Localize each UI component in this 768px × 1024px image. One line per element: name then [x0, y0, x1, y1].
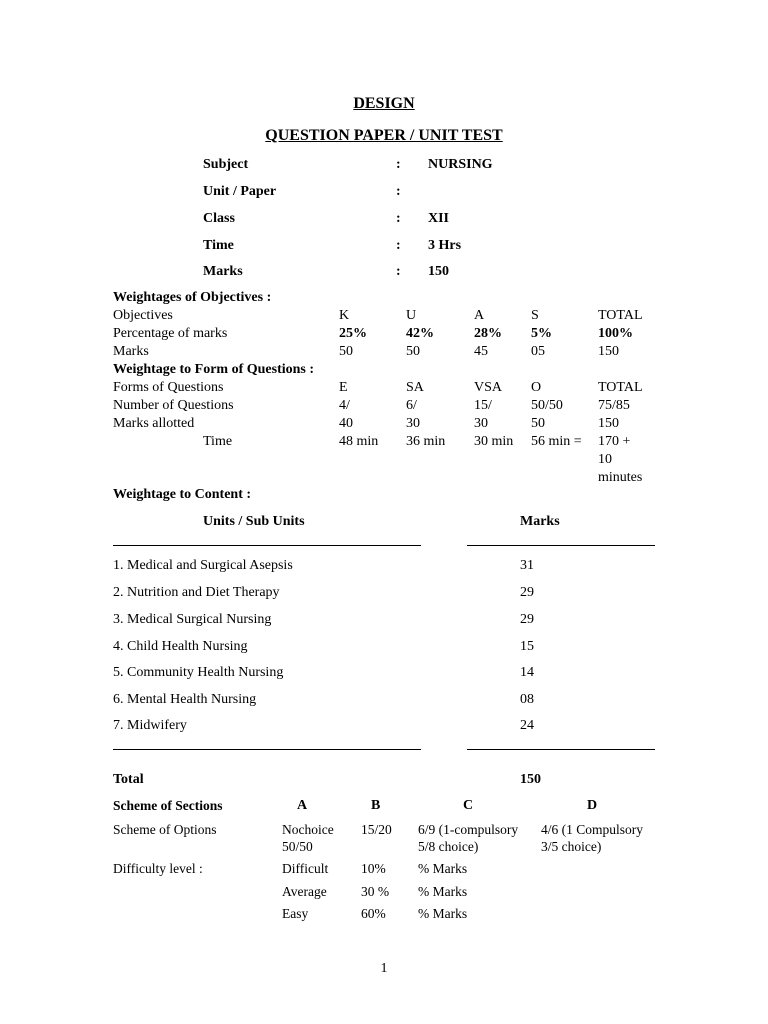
row-label: Forms of Questions: [113, 380, 224, 395]
section-col-d: D: [587, 798, 598, 813]
cell: 50: [339, 344, 353, 359]
difficulty-pct: 60%: [361, 906, 386, 921]
unit-marks: 29: [520, 585, 534, 600]
cell: 5%: [531, 326, 552, 341]
difficulty-marks: % Marks: [418, 906, 468, 921]
options-label: Scheme of Options: [113, 822, 217, 837]
cell-continued: minutes: [598, 470, 643, 485]
content-heading: Weightage to Content :: [113, 487, 252, 502]
row-label: Time: [203, 434, 233, 449]
info-value: NURSING: [428, 157, 493, 172]
unit-marks: 24: [520, 718, 534, 733]
forms-heading: Weightage to Form of Questions :: [113, 362, 315, 377]
cell: 30: [406, 416, 420, 431]
info-label: Class: [203, 211, 235, 226]
cell: 6/: [406, 398, 417, 413]
unit-name: 4. Child Health Nursing: [113, 639, 248, 654]
cell: 40: [339, 416, 353, 431]
row-label: Number of Questions: [113, 398, 234, 413]
cell: 50/50: [531, 398, 563, 413]
difficulty-marks: % Marks: [418, 861, 468, 876]
section-col-b: B: [371, 798, 381, 813]
option-d: 4/6 (1 Compulsory: [541, 822, 644, 837]
info-colon: :: [396, 157, 401, 172]
cell-continued: 10: [598, 452, 612, 467]
total-label: Total: [113, 772, 144, 787]
difficulty-marks: % Marks: [418, 884, 468, 899]
option-c: 5/8 choice): [418, 839, 479, 854]
unit-name: 6. Mental Health Nursing: [113, 692, 257, 707]
cell: 15/: [474, 398, 492, 413]
cell: E: [339, 380, 348, 395]
section-col-c: C: [463, 798, 474, 813]
unit-name: 7. Midwifery: [113, 718, 187, 733]
unit-marks: 15: [520, 639, 534, 654]
cell: A: [474, 308, 485, 323]
cell: 4/: [339, 398, 350, 413]
difficulty-level: Difficult: [282, 861, 329, 876]
objectives-heading: Weightages of Objectives :: [113, 290, 272, 305]
row-label: Marks allotted: [113, 416, 195, 431]
difficulty-level: Average: [282, 884, 327, 899]
cell: VSA: [474, 380, 503, 395]
unit-marks: 14: [520, 665, 534, 680]
divider: [113, 545, 421, 546]
cell: 75/85: [598, 398, 630, 413]
info-colon: :: [396, 184, 401, 199]
cell: 36 min: [406, 434, 446, 449]
unit-name: 3. Medical Surgical Nursing: [113, 612, 272, 627]
option-d: 3/5 choice): [541, 839, 602, 854]
page-number: 1: [380, 961, 388, 976]
cell: 100%: [598, 326, 633, 341]
info-colon: :: [396, 238, 401, 253]
cell: SA: [406, 380, 424, 395]
difficulty-label: Difficulty level :: [113, 861, 203, 876]
divider: [113, 749, 421, 750]
cell: TOTAL: [598, 308, 643, 323]
cell: 30 min: [474, 434, 514, 449]
col-header-units: Units / Sub Units: [203, 514, 305, 529]
divider: [467, 545, 655, 546]
info-label: Subject: [203, 157, 249, 172]
option-a: Nochoice: [282, 822, 334, 837]
difficulty-level: Easy: [282, 906, 309, 921]
unit-name: 1. Medical and Surgical Asepsis: [113, 558, 293, 573]
cell: 25%: [339, 326, 367, 341]
sections-heading: Scheme of Sections: [113, 798, 223, 813]
difficulty-pct: 30 %: [361, 884, 390, 899]
unit-marks: 31: [520, 558, 534, 573]
info-value: 3 Hrs: [428, 238, 462, 253]
cell: 50: [406, 344, 420, 359]
row-label: Objectives: [113, 308, 173, 323]
info-label: Time: [203, 238, 234, 253]
info-label: Unit / Paper: [203, 184, 277, 199]
row-label: Marks: [113, 344, 149, 359]
info-label: Marks: [203, 264, 243, 279]
unit-name: 5. Community Health Nursing: [113, 665, 284, 680]
divider: [467, 749, 655, 750]
cell: O: [531, 380, 542, 395]
info-colon: :: [396, 211, 401, 226]
cell: 48 min: [339, 434, 379, 449]
cell: 28%: [474, 326, 502, 341]
col-header-marks: Marks: [520, 514, 560, 529]
document-subtitle: QUESTION PAPER / UNIT TEST: [265, 127, 503, 144]
info-value: XII: [428, 211, 450, 226]
cell: 30: [474, 416, 488, 431]
cell: TOTAL: [598, 380, 643, 395]
cell: 50: [531, 416, 545, 431]
option-c: 6/9 (1-compulsory: [418, 822, 519, 837]
unit-marks: 08: [520, 692, 534, 707]
row-label: Percentage of marks: [113, 326, 228, 341]
info-value: 150: [428, 264, 449, 279]
cell: 45: [474, 344, 488, 359]
cell: 56 min =: [531, 434, 582, 449]
cell: 05: [531, 344, 545, 359]
cell: 170 +: [598, 434, 631, 449]
difficulty-pct: 10%: [361, 861, 386, 876]
cell: S: [531, 308, 539, 323]
section-col-a: A: [297, 798, 308, 813]
cell: U: [406, 308, 417, 323]
unit-marks: 29: [520, 612, 534, 627]
cell: 150: [598, 416, 619, 431]
cell: 150: [598, 344, 619, 359]
cell: 42%: [406, 326, 434, 341]
unit-name: 2. Nutrition and Diet Therapy: [113, 585, 280, 600]
info-colon: :: [396, 264, 401, 279]
option-a: 50/50: [282, 839, 313, 854]
cell: K: [339, 308, 350, 323]
total-value: 150: [520, 772, 541, 787]
option-b: 15/20: [361, 822, 392, 837]
document-title: DESIGN: [353, 95, 415, 112]
